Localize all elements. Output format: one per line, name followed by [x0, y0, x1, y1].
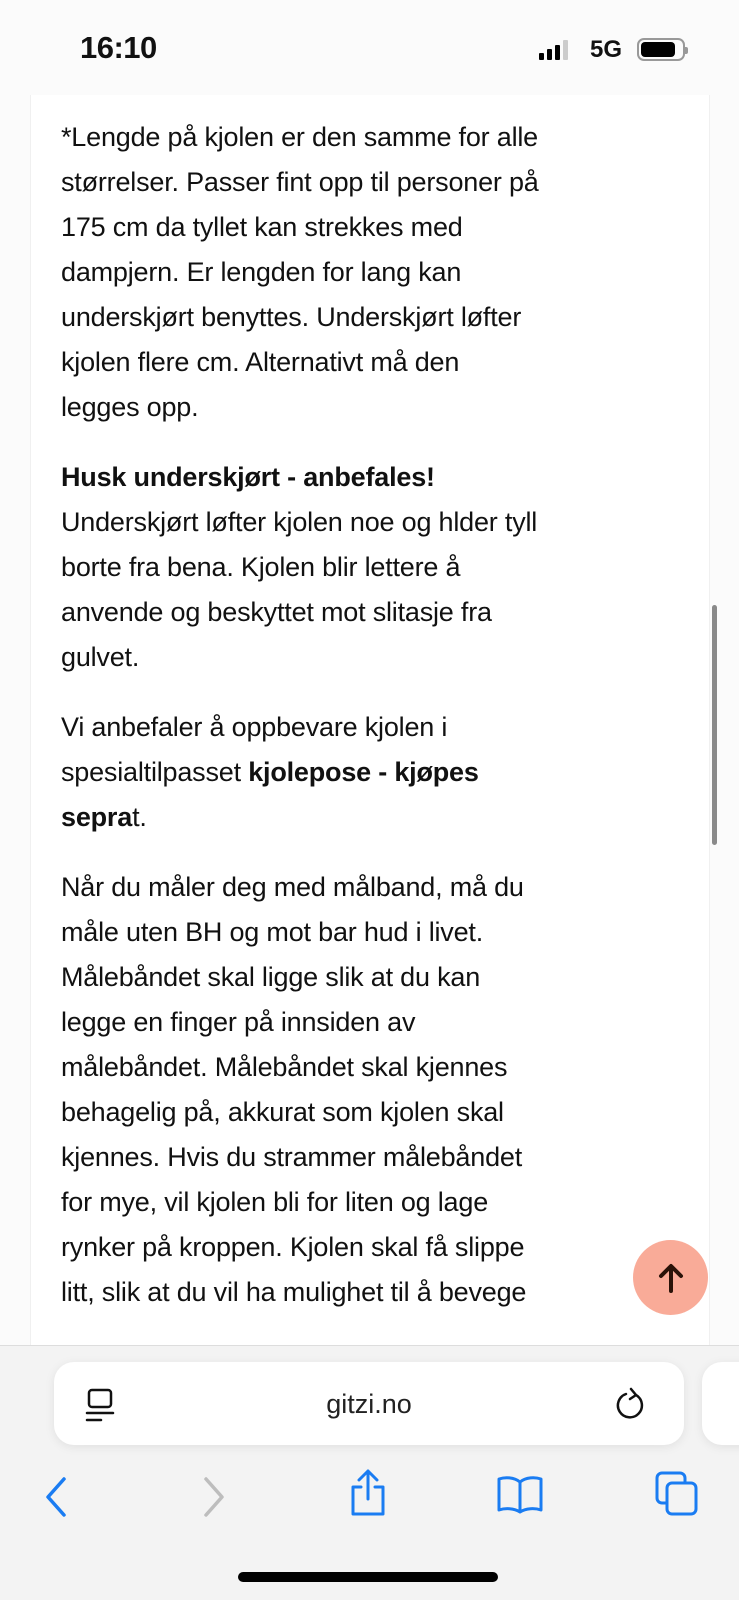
text: Når du måler deg med målband, må du [61, 872, 524, 902]
text-line [61, 590, 681, 635]
text: 175 cm da tyllet kan strekkes med [61, 212, 463, 242]
text-line [61, 295, 681, 340]
text: målebåndet. Målebåndet skal kjennes [61, 1052, 508, 1082]
bold-text: Husk underskjørt - anbefales! [61, 462, 435, 492]
share-icon[interactable] [348, 1468, 388, 1518]
url-text[interactable]: gitzi.no [326, 1389, 412, 1419]
browser-toolbar [0, 1345, 739, 1600]
next-tab-preview[interactable] [702, 1362, 739, 1445]
text-line [61, 705, 681, 750]
arrow-up-icon [656, 1262, 686, 1294]
text: rynker på kroppen. Kjolen skal få slippe [61, 1232, 525, 1262]
text: Målebåndet skal ligge slik at du kan [61, 962, 481, 992]
text: dampjern. Er lengden for lang kan [61, 257, 462, 287]
text: *Lengde på kjolen er den samme for alle [61, 122, 539, 152]
address-bar[interactable] [54, 1362, 684, 1445]
text-line [61, 115, 681, 160]
text-line [61, 1270, 681, 1315]
text-line [61, 795, 681, 840]
text-line [61, 955, 681, 1000]
bookmarks-icon[interactable] [496, 1474, 544, 1514]
text-line [61, 750, 681, 795]
text-line [61, 910, 681, 955]
text-line [61, 455, 681, 500]
text: litt, slik at du vil ha mulighet til å bevege [61, 1277, 527, 1307]
clock: 16:10 [80, 30, 157, 65]
text: kjolen flere cm. Alternativt må den [61, 347, 460, 377]
text-line [61, 500, 681, 545]
back-icon[interactable] [42, 1476, 70, 1518]
text-line [61, 865, 681, 910]
text: underskjørt benyttes. Underskjørt løfter [61, 302, 522, 332]
text: Underskjørt løfter kjolen noe og hlder tyll [61, 507, 538, 537]
text: kjennes. Hvis du strammer målebåndet [61, 1142, 523, 1172]
home-indicator[interactable] [238, 1572, 498, 1582]
text: for mye, vil kjolen bli for liten og lage [61, 1187, 489, 1217]
text: behagelig på, akkurat som kjolen skal [61, 1097, 504, 1127]
signal-icon [539, 40, 568, 60]
text-line [61, 1180, 681, 1225]
text: størrelser. Passer fint opp til personer på [61, 167, 539, 197]
forward-icon[interactable] [200, 1476, 228, 1518]
text: t. [132, 802, 147, 832]
text: borte fra bena. Kjolen blir lettere å [61, 552, 461, 582]
text-line [61, 635, 681, 680]
paragraph [61, 455, 681, 680]
text-line [61, 1225, 681, 1270]
text-line [61, 385, 681, 430]
text-line [61, 250, 681, 295]
battery-icon [637, 38, 685, 61]
text-line [61, 1090, 681, 1135]
paragraph [61, 115, 681, 430]
text-line [61, 340, 681, 385]
text-line [61, 1135, 681, 1180]
paragraph [61, 705, 681, 840]
product-description [61, 115, 681, 1340]
status-bar [0, 0, 739, 95]
tabs-icon[interactable] [655, 1471, 699, 1517]
reload-icon[interactable] [614, 1387, 648, 1423]
text: legge en finger på innsiden av [61, 1007, 416, 1037]
text: anvende og beskyttet mot slitasje fra [61, 597, 492, 627]
text-line [61, 1045, 681, 1090]
text-line [61, 205, 681, 250]
text: legges opp. [61, 392, 199, 422]
text: måle uten BH og mot bar hud i livet. [61, 917, 484, 947]
text-line [61, 545, 681, 590]
bold-text: sepra [61, 802, 133, 832]
text: Vi anbefaler å oppbevare kjolen i [61, 712, 448, 742]
text: gulvet. [61, 642, 140, 672]
network-type: 5G [590, 36, 623, 63]
text-line [61, 160, 681, 205]
scrollbar[interactable] [712, 605, 717, 845]
paragraph [61, 865, 681, 1315]
bold-text: kjolepose - kjøpes [248, 757, 479, 787]
scroll-to-top-button[interactable] [633, 1240, 708, 1315]
text: spesialtilpasset [61, 757, 249, 787]
text-line [61, 1000, 681, 1045]
